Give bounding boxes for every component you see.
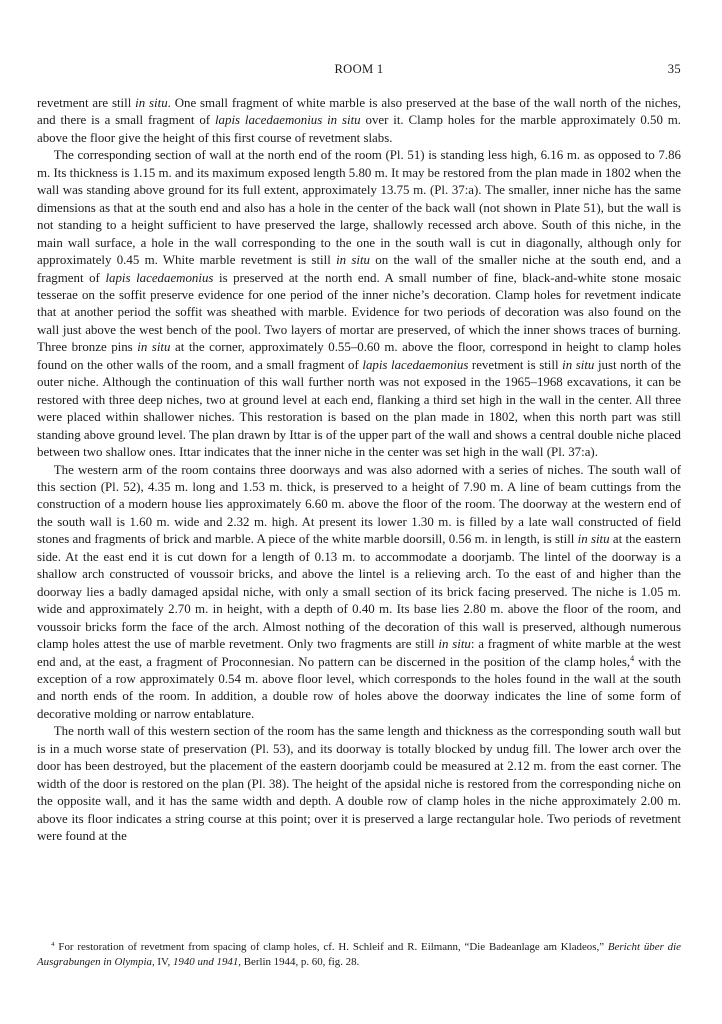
footnote-marker: 4 bbox=[630, 653, 635, 663]
paragraph bbox=[37, 723, 681, 845]
italic-phrase: Bericht über die Ausgrabungen in Olympia bbox=[37, 941, 681, 968]
italic-phrase: in situ bbox=[137, 340, 171, 355]
text-run: at the eastern side. At the east end it is cut down for a length of 0.13 m. to accommodate a doorjamb. The lintel of the doorway is a shallow arch constructed of voussoir bricks, and above the lintel is a relieving arch. To the east of and higher than the doorway lies a badly damaged apsidal niche, with only a small section of its brick facing preserved. The niche is 1.05 m. wide and approximately 2.70 m. in height, with a depth of 0.40 m. Its base lies 2.80 m. above the floor of the room, and voussoir bricks form the face of the arch. Almost nothing of the decoration of this wall is preserved, although numerous clamp holes attest the use of marble revetment. Only two fragments are still bbox=[37, 532, 681, 652]
text-run: : a fragment of white marble at the west end and, at the east, a fragment of Proconnesian. No pattern can be discerned in the position of the clamp holes, bbox=[37, 637, 682, 669]
italic-phrase: in situ bbox=[135, 96, 168, 110]
page-number: 35 bbox=[667, 62, 681, 76]
text-run: revetment are still bbox=[37, 96, 136, 110]
text-run: , Berlin 1944, p. 60, fig. 28. bbox=[238, 955, 360, 968]
text-run: over it. Clamp holes for the marble approximately 0.50 m. above the floor give the height of this first course of revetment slabs. bbox=[37, 113, 682, 145]
italic-phrase: in situ bbox=[577, 532, 610, 547]
text-run: is preserved at the north end. A small number of fine, black-and-white stone mosaic tesserae on the soffit preserve evidence for one period of the inner niche’s decoration. Clamp holes for revetment indicate that at another period the soffit was sheathed with marble. Evidence for two periods of decoration was also found on the wall just above the west bench of the pool. Two layers of mortar are preserved, of which the inner shows traces of burning. Three bronze pins bbox=[37, 270, 681, 355]
paragraph bbox=[37, 147, 681, 461]
paragraph bbox=[37, 462, 681, 724]
footnote-text bbox=[37, 940, 681, 969]
italic-phrase: lapis lacedaemonius bbox=[105, 270, 214, 285]
text-run: . One small fragment of white marble is also preserved at the base of the wall north of the niches, and there is a small fragment of bbox=[37, 96, 681, 128]
text-run: For restoration of revetment from spacing of clamp holes, cf. H. Schleif and R. Eilmann, “Die Badeanlage am Kladeos,” bbox=[54, 941, 608, 953]
text-run: The corresponding section of wall at the north end of the room (Pl. 51) is standing less high, 6.16 m. as opposed to 7.86 m. Its thickness is 1.15 m. and its maximum exposed length 5.80 m. It may be restored from the plan made in 1802 when the wall was standing above ground for its full extent, approximately 13.75 m. (Pl. 37:a). The smaller, inner niche has the same dimensions as that at the south end and also has a hole in the center of the back wall (not shown in Plate 51), but the wall is not standing to a height sufficient to have preserved the large, shallowly recessed arch above. South of this niche, in the main wall surface, a hole in the wall corresponding to the one in the south wall is cut in diagonally, although only for approximately 0.45 m. White marble revetment is still bbox=[37, 148, 681, 268]
chapter-title: ROOM 1 bbox=[334, 62, 384, 76]
italic-phrase: 1940 und 1941 bbox=[172, 955, 239, 968]
text-run: revetment is still bbox=[468, 357, 563, 372]
text-run: , IV, bbox=[151, 955, 173, 968]
running-header bbox=[37, 62, 681, 78]
text-run: with the exception of a row approximately 0.54 m. above floor level, which corresponds to the holes found in the wall at the south and north ends of the room. In addition, a double row of holes above the doorway indicates the line of some form of decorative molding or narrow entablature. bbox=[37, 654, 681, 721]
italic-phrase: in situ bbox=[336, 253, 370, 268]
body-text bbox=[37, 95, 681, 845]
italic-phrase: lapis lacedaemonius in situ bbox=[214, 113, 361, 128]
text-run: at the corner, approximately 0.55–0.60 m. above the floor, correspond in height to clamp holes found on the other walls of the room, and a small fragment of bbox=[37, 340, 681, 372]
footnote bbox=[37, 940, 681, 969]
italic-phrase: lapis lacedaemonius bbox=[362, 357, 469, 372]
text-run: The western arm of the room contains three doorways and was also adorned with a series of niches. The south wall of this section (Pl. 52), 4.35 m. long and 1.53 m. thick, is preserved to a height of 7.90 m. A line of beam cuttings from the construction of a modern house lies approximately 6.60 m. above the floor of the room. The doorway at the western end of the south wall is 1.60 m. wide and 2.32 m. high. At present its lower 1.30 m. is filled by a late wall constructed of field stones and fragments of brick and marble. A piece of the white marble doorsill, 0.56 m. in length, is still bbox=[37, 462, 681, 547]
text-run: on the wall of the smaller niche at the south end, and a fragment of bbox=[37, 253, 681, 285]
italic-phrase: in situ bbox=[562, 357, 595, 372]
footnote-marker: 4 bbox=[51, 940, 55, 948]
text-run: just north of the outer niche. Although the continuation of this wall further north was not exposed in the 1965–1968 excavations, it can be restored with three deep niches, two at ground level at each end, flanking a third set high in the wall in the center. All three were placed within shallower niches. This restoration is based on the plan made in 1802, when this north part was still standing above ground level. The plan drawn by Ittar is of the upper part of the wall and shows a central double niche placed between two shallow ones. Ittar indicates that the inner niche in the center was set high in the wall (Pl. 37:a). bbox=[37, 357, 682, 460]
paragraph bbox=[37, 95, 681, 147]
text-run: The north wall of this western section of the room has the same length and thickness as the corresponding south wall but is in a much worse state of preservation (Pl. 53), and its doorway is totally blocked by undug fill. The lower arch over the door has been destroyed, but the placement of the eastern doorjamb could be measured at 2.12 m. from the east corner. The width of the door is restored on the plan (Pl. 38). The height of the apsidal niche is restored from the corresponding niche on the opposite wall, and it has the same width and depth. A double row of clamp holes in the niche approximately 2.00 m. above its floor indicates a string course at this point; over it is preserved a large rectangular hole. Two periods of revetment were found at the bbox=[37, 724, 681, 844]
italic-phrase: in situ bbox=[438, 637, 471, 652]
